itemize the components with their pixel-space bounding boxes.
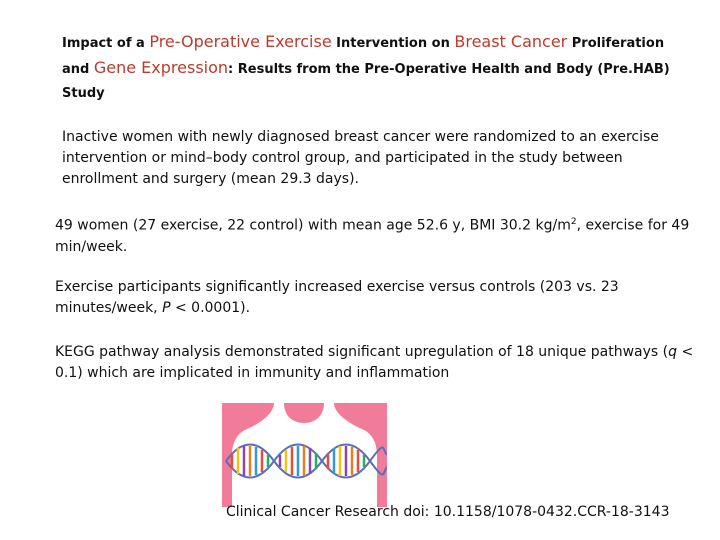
title-highlight-exercise: Pre-Operative Exercise xyxy=(149,32,332,51)
dna-body-illustration xyxy=(222,403,387,507)
study-design-paragraph: Inactive women with newly diagnosed breast cancer were randomized to an exercise intervention or mind–body control group, and participated in the study between enrollment and surgery (mean 29.3 days). xyxy=(62,129,659,187)
citation-doi: Clinical Cancer Research doi: 10.1158/1078-0432.CCR-18-3143 xyxy=(226,504,670,520)
kegg-result-text-a: KEGG pathway analysis demonstrated significant upregulation of 18 unique pathways ( xyxy=(55,344,669,360)
participants-superscript: 2 xyxy=(570,217,577,227)
title-text-2: Intervention on xyxy=(331,36,455,51)
q-value-symbol: q xyxy=(668,344,677,360)
title-text-1: Impact of a xyxy=(62,36,150,51)
participants-text-b: , exercise for 49 min/week. xyxy=(55,217,690,255)
title-highlight-gene-expression: Gene Expression xyxy=(93,58,229,77)
participants-text-a: 49 women (27 exercise, 22 control) with mean age 52.6 y, BMI 30.2 kg/m xyxy=(55,217,571,234)
exercise-result-paragraph xyxy=(55,277,695,319)
kegg-result-paragraph xyxy=(55,342,695,384)
p-value-symbol: P xyxy=(162,300,171,316)
kegg-result-text-b: < 0.1) which are implicated in immunity and inflammation xyxy=(55,344,694,381)
title-text-3: Proliferation and xyxy=(62,36,665,77)
page-title xyxy=(62,30,692,106)
exercise-result-text-a: Exercise participants significantly increased exercise versus controls (203 vs. 23 minutes/week, xyxy=(55,279,619,316)
exercise-result-text-b: < 0.0001). xyxy=(170,300,251,316)
title-highlight-breast-cancer: Breast Cancer xyxy=(454,32,568,51)
title-text-4: : Results from the Pre-Operative Health and Body (Pre.HAB) Study xyxy=(62,62,670,101)
participants-paragraph xyxy=(55,212,695,258)
